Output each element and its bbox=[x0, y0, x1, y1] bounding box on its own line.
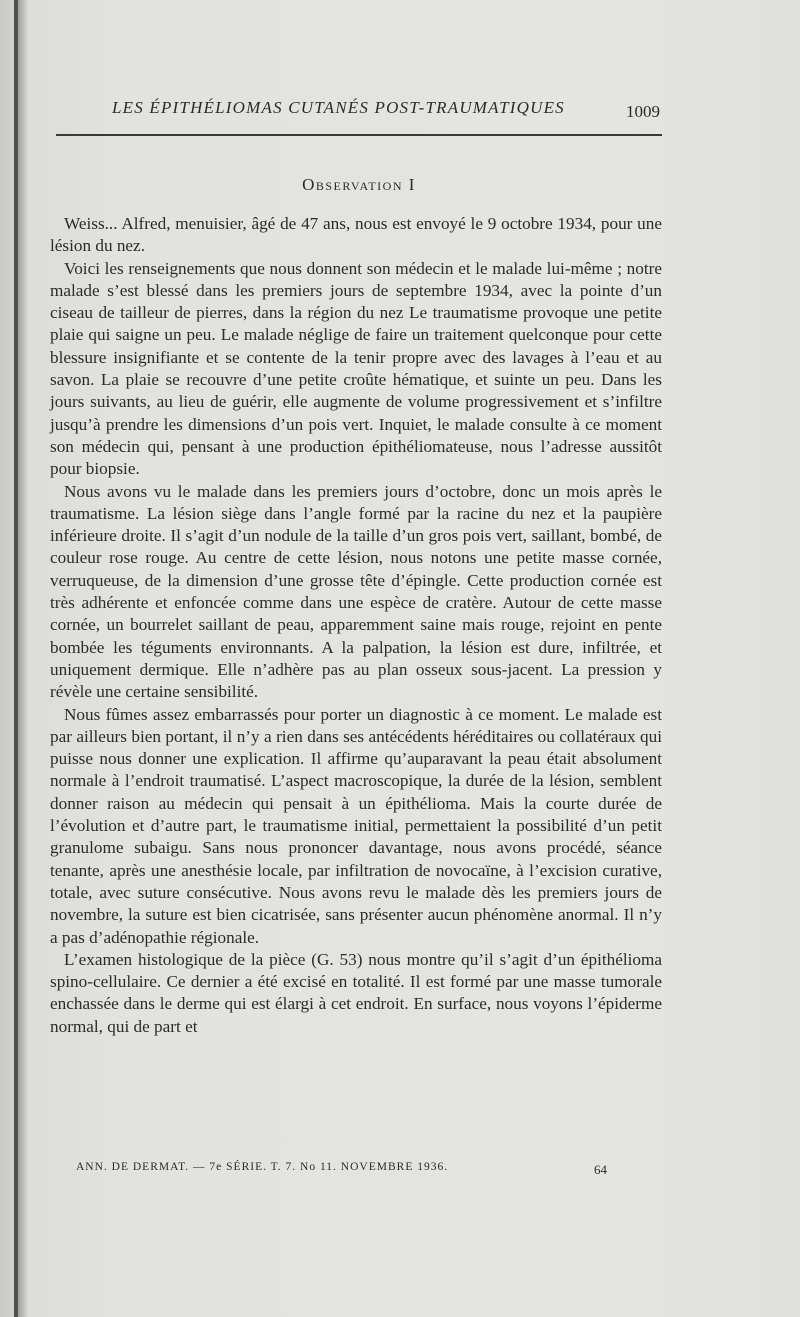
paragraph: Nous fûmes assez embarrassés pour porter un diagnostic à ce moment. Le malade est par ailleurs bien portant, il n’y a rien dans ses antécédents héréditaires ou collatéraux qui puisse nous donner une explication. Il affirme qu’auparavant la peau était absolument normale à l’endroit traumatisé. L’aspect macroscopique, la durée de la lésion, semblent donner raison au médecin qui pensait à un épithélioma. Mais la courte durée de l’évolution et d’autre part, le traumatisme initial, permettaient la possibilité d’un petit granulome subaigu. Sans nous prononcer davantage, nous avons procédé, séance tenante, après une anesthésie locale, par infiltration de novocaïne, à l’excision curative, totale, avec suture consécutive. Nous avons revu le malade dès les premiers jours de novembre, la suture est bien cicatrisée, sans présenter aucun phénomène anormal. Il n’y a pas d’adénopathie régionale. bbox=[50, 704, 662, 947]
paragraph: L’examen histologique de la pièce (G. 53) nous montre qu’il s’agit d’un épithélioma spino-cellulaire. Ce dernier a été excisé en totalité. Il est formé par une masse tumorale enchassée dans le derme qui est élargi à cet endroit. En surface, nous voyons l’épiderme normal, qui de part et bbox=[50, 949, 662, 1036]
paragraph: Weiss... Alfred, menuisier, âgé de 47 ans, nous est envoyé le 9 octobre 1934, pour une lésion du nez. bbox=[50, 214, 662, 256]
paragraph: Nous avons vu le malade dans les premiers jours d’octobre, donc un mois après le traumatisme. La lésion siège dans l’angle formé par la racine du nez et la paupière inférieure droite. Il s’agit d’un nodule de la taille d’un gros pois vert, saillant, bombé, de couleur rose rouge. Au centre de cette lésion, nous notons une petite masse cornée, verruqueuse, de la dimension d’une grosse tête d’épingle. Cette production cornée est très adhérente et enfoncée comme dans une espèce de cratère. Autour de cette masse cornée, un bourrelet saillant de peau, apparemment saine mais rouge, rejoint en pente bombée les téguments environnants. A la palpation, la lésion est dure, infiltrée, et uniquement dermique. Elle n’adhère pas au plan osseux sous-jacent. La pression y révèle une certaine sensibilité. bbox=[50, 481, 662, 702]
signature-mark: 64 bbox=[594, 1162, 607, 1177]
binding-shadow bbox=[18, 0, 28, 1317]
footer-citation: ANN. DE DERMAT. — 7e SÉRIE. T. 7. No 11. NOVEMBRE 1936. bbox=[76, 1161, 449, 1173]
body-text bbox=[50, 213, 662, 1038]
header-rule bbox=[56, 134, 662, 136]
running-title: LES ÉPITHÉLIOMAS CUTANÉS POST-TRAUMATIQUES bbox=[112, 98, 565, 117]
observation-title: Observation I bbox=[302, 175, 416, 194]
page-number: 1009 bbox=[626, 102, 660, 121]
paragraph: Voici les renseignements que nous donnent son médecin et le malade lui-même ; notre malade s’est blessé dans les premiers jours de septembre 1934, avec la pointe d’un ciseau de tailleur de pierres, dans la région du nez Le traumatisme provoque une petite plaie qui saigne un peu. Le malade néglige de faire un traitement quelconque pour cette blessure insignifiante et se contente de la tenir propre avec des lavages à l’eau et au savon. La plaie se recouvre d’une petite croûte hématique, et suinte un peu. Dans les jours suivants, au lieu de guérir, elle augmente de volume progressivement et s’infiltre jusqu’à prendre les dimensions d’un pois vert. Inquiet, le malade consulte à ce moment son médecin qui, pensant à une production épithéliomateuse, nous l’adresse aussitôt pour biopsie. bbox=[50, 258, 662, 479]
